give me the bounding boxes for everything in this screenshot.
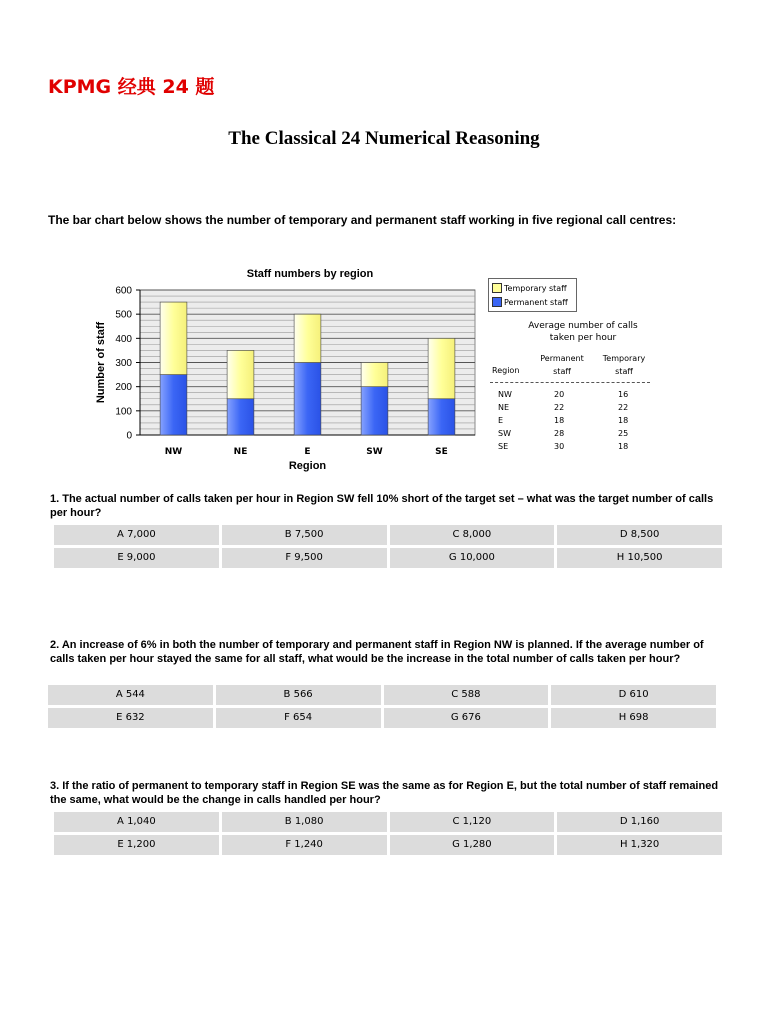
question-3-options (54, 812, 722, 855)
cell-temporary: 25 (618, 429, 629, 438)
cell-permanent: 18 (554, 416, 565, 425)
bar-temporary-nw (160, 302, 187, 375)
legend-swatch-temporary (492, 283, 502, 293)
table-row (490, 390, 660, 402)
brand-heading: KPMG 经典 24 题 (48, 76, 215, 98)
answer-option-e[interactable]: E 1,200 (54, 835, 219, 855)
y-tick-label: 100 (115, 406, 132, 418)
cell-region: SW (498, 429, 511, 438)
col-header-permanent (534, 352, 590, 378)
bar-permanent-sw (361, 387, 388, 435)
cell-region: NE (498, 403, 510, 412)
y-tick-label: 200 (115, 382, 132, 394)
answer-option-f[interactable]: F 1,240 (222, 835, 387, 855)
col-header-temporary (596, 352, 652, 378)
table-divider (490, 382, 650, 383)
staff-bar-chart (90, 280, 490, 475)
bar-permanent-se (428, 399, 455, 435)
calls-table-title-line2: taken per hour (549, 333, 617, 343)
bar-temporary-sw (361, 363, 388, 387)
cell-permanent: 22 (554, 403, 565, 412)
legend-label-permanent: Permanent staff (504, 297, 568, 307)
x-axis-label: Region (288, 460, 327, 472)
x-tick-label: NE (233, 447, 248, 457)
cell-temporary: 22 (618, 403, 629, 412)
answer-option-g[interactable]: G 10,000 (390, 548, 555, 568)
answer-option-h[interactable]: H 10,500 (557, 548, 722, 568)
answer-option-a[interactable]: A 1,040 (54, 812, 219, 832)
page-title: The Classical 24 Numerical Reasoning (228, 128, 540, 149)
table-row (490, 429, 660, 441)
answer-option-d[interactable]: D 1,160 (557, 812, 722, 832)
col-header-permanent-line1: Permanent (540, 354, 584, 363)
answer-option-d[interactable]: D 8,500 (557, 525, 722, 545)
cell-temporary: 16 (618, 390, 629, 399)
answer-option-b[interactable]: B 7,500 (222, 525, 387, 545)
table-row (490, 442, 660, 454)
answer-option-f[interactable]: F 9,500 (222, 548, 387, 568)
cell-region: SE (498, 442, 509, 451)
legend-item-permanent (492, 296, 568, 308)
intro-text: The bar chart below shows the number of temporary and permanent staff working in five regional call centres: (48, 213, 677, 227)
calls-table-title (508, 320, 658, 344)
x-tick-label: E (304, 447, 311, 457)
col-header-region: Region (492, 366, 520, 375)
answer-option-c[interactable]: C 588 (384, 685, 549, 705)
cell-region: E (498, 416, 504, 425)
y-tick-label: 400 (115, 333, 132, 345)
bar-permanent-nw (160, 375, 187, 435)
y-tick-label: 300 (115, 358, 132, 369)
question-2-options (48, 685, 716, 728)
chart-legend (488, 278, 577, 312)
answer-option-e[interactable]: E 632 (48, 708, 213, 728)
answer-option-f[interactable]: F 654 (216, 708, 381, 728)
question-3-text: 3. If the ratio of permanent to temporary staff in Region SE was the same as for Region E, but the total number of staff remained the same, what would be the change in calls handled per hour? (50, 780, 719, 806)
answer-option-g[interactable]: G 676 (384, 708, 549, 728)
answer-option-a[interactable]: A 544 (48, 685, 213, 705)
bar-permanent-e (294, 363, 321, 436)
y-tick-label: 0 (126, 430, 132, 442)
cell-region: NW (498, 390, 512, 399)
answer-option-g[interactable]: G 1,280 (390, 835, 555, 855)
x-tick-label: NW (164, 447, 183, 457)
legend-item-temporary (492, 282, 567, 294)
answer-option-h[interactable]: H 1,320 (557, 835, 722, 855)
answer-option-c[interactable]: C 8,000 (390, 525, 555, 545)
table-row (490, 416, 660, 428)
cell-temporary: 18 (618, 442, 629, 451)
x-tick-label: SE (435, 447, 448, 457)
cell-permanent: 30 (554, 442, 565, 451)
bar-temporary-e (294, 314, 321, 362)
answer-option-d[interactable]: D 610 (551, 685, 716, 705)
answer-option-c[interactable]: C 1,120 (390, 812, 555, 832)
y-tick-label: 500 (115, 309, 132, 321)
answer-option-e[interactable]: E 9,000 (54, 548, 219, 568)
answer-option-h[interactable]: H 698 (551, 708, 716, 728)
bar-temporary-se (428, 338, 455, 398)
legend-swatch-permanent (492, 297, 502, 307)
question-1-options (54, 525, 722, 568)
question-2-text: 2. An increase of 6% in both the number of temporary and permanent staff in Region NW is planned. If the average number of calls taken per hour stayed the same for all staff, what would be the increase in the total number of calls taken per hour? (50, 639, 704, 665)
col-header-temporary-line1: Temporary (602, 354, 646, 363)
cell-permanent: 20 (554, 390, 565, 399)
table-row (490, 403, 660, 415)
y-tick-label: 600 (115, 285, 132, 297)
col-header-temporary-line2: staff (615, 367, 633, 376)
calls-table-title-line1: Average number of calls (528, 321, 638, 331)
legend-label-temporary: Temporary staff (504, 283, 567, 293)
cell-permanent: 28 (554, 429, 565, 438)
col-header-permanent-line2: staff (553, 367, 571, 376)
question-1-text: 1. The actual number of calls taken per hour in Region SW fell 10% short of the target set – what was the target number of calls per hour? (50, 493, 714, 519)
x-tick-label: SW (366, 447, 383, 457)
bar-permanent-ne (227, 399, 254, 435)
bar-temporary-ne (227, 350, 254, 398)
answer-option-b[interactable]: B 1,080 (222, 812, 387, 832)
answer-option-a[interactable]: A 7,000 (54, 525, 219, 545)
chart-title: Staff numbers by region (246, 268, 374, 280)
y-axis-label: Number of staff (95, 321, 107, 404)
answer-option-b[interactable]: B 566 (216, 685, 381, 705)
cell-temporary: 18 (618, 416, 629, 425)
